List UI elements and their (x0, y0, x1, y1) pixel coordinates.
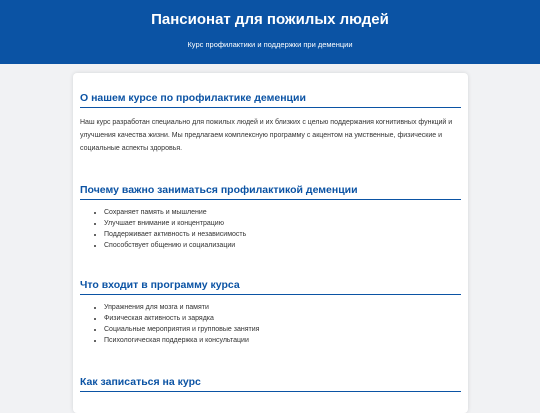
content-card (73, 73, 468, 413)
benefits-list (80, 207, 461, 251)
section-enroll (80, 375, 461, 392)
list-item: • Поддерживает активность и независимость (104, 229, 461, 240)
page-header (0, 0, 540, 64)
section-heading-program: Что входит в программу курса (80, 278, 461, 295)
section-why (80, 183, 461, 251)
list-item: • Упражнения для мозга и памяти (104, 302, 461, 313)
list-item: • Улучшает внимание и концентрацию (104, 218, 461, 229)
list-item: • Психологическая поддержка и консультации (104, 335, 461, 346)
list-item: • Социальные мероприятия и групповые занятия (104, 324, 461, 335)
list-item: • Сохраняет память и мышление (104, 207, 461, 218)
section-about (80, 91, 461, 155)
site-subtitle: Курс профилактики и поддержки при деменции (187, 40, 353, 49)
program-list (80, 302, 461, 346)
site-title: Пансионат для пожилых людей (151, 11, 389, 28)
section-heading-why: Почему важно заниматься профилактикой деменции (80, 183, 461, 200)
list-item: • Способствует общению и социализации (104, 240, 461, 251)
about-paragraph: Наш курс разработан специально для пожилых людей и их близких с целью поддержания когнитивных функций и улучшения качества жизни. Мы предлагаем комплексную программу с акцентом на умственные, физические и социальные аспекты здоровья. (80, 119, 453, 152)
section-program (80, 278, 461, 346)
section-heading-about: О нашем курсе по профилактике деменции (80, 91, 461, 108)
section-heading-enroll: Как записаться на курс (80, 375, 461, 392)
list-item: • Физическая активность и зарядка (104, 313, 461, 324)
